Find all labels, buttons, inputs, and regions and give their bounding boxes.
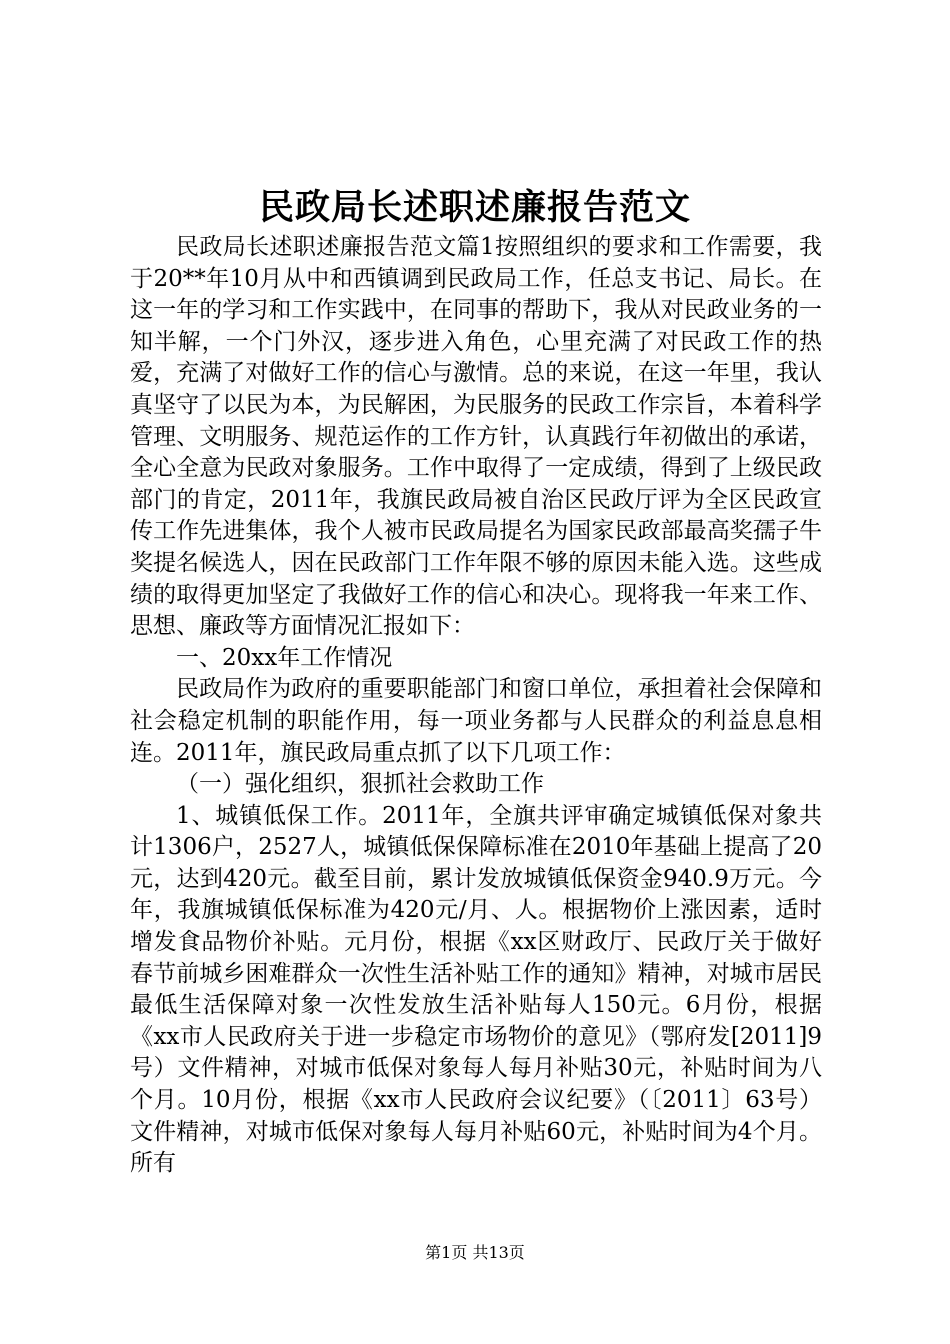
document-body (130, 232, 822, 1180)
page-footer: 第1页 共13页 (425, 1243, 525, 1262)
paragraph-overview: 民政局作为政府的重要职能部门和窗口单位，承担着社会保障和社会稳定机制的职能作用，每一项业务都与人民群众的利益息息相连。2011年，旗民政局重点抓了以下几项工作： (130, 676, 822, 766)
paragraph-urban-subsistence: 1、城镇低保工作。2011年，全旗共评审确定城镇低保对象共计1306户，2527人，城镇低保保障标准在2010年基础上提高了20元，达到420元。截至目前，累计发放城镇低保资金940.9万元。今年，我旗城镇低保标准为420元/月、人。根据物价上涨因素，适时增发食品物价补贴。元月份，根据《xx区财政厅、民政厅关于做好春节前城乡困难群众一次性生活补贴工作的通知》精神，对城市居民最低生活保障对象一次性发放生活补贴每人150元。6月份，根据《xx市人民政府关于进一步稳定市场物价的意见》（鄂府发[2011]9号）文件精神，对城市低保对象每人每月补贴30元，补贴时间为八个月。10月份，根据《xx市人民政府会议纪要》（〔2011〕63号）文件精神，对城市低保对象每人每月补贴60元，补贴时间为4个月。所有 (130, 802, 822, 1177)
paragraph-intro: 民政局长述职述廉报告范文篇1按照组织的要求和工作需要，我于20**年10月从中和西镇调到民政局工作，任总支书记、局长。在这一年的学习和工作实践中，在同事的帮助下，我从对民政业务的一知半解，一个门外汉，逐步进入角色，心里充满了对民政工作的热爱，充满了对做好工作的信心与激情。总的来说，在这一年里，我认真坚守了以民为本，为民解困，为民服务的民政工作宗旨，本着科学管理、文明服务、规范运作的工作方针，认真践行年初做出的承诺，全心全意为民政对象服务。工作中取得了一定成绩，得到了上级民政部门的肯定，2011年，我旗民政局被自治区民政厅评为全区民政宣传工作先进集体，我个人被市民政局提名为国家民政部最高奖孺子牛奖提名候选人，因在民政部门工作年限不够的原因未能入选。这些成绩的取得更加坚定了我做好工作的信心和决心。现将我一年来工作、思想、廉政等方面情况汇报如下： (130, 234, 822, 640)
document-title: 民政局长述职述廉报告范文 (258, 187, 691, 228)
section-heading: 一、20xx年工作情况 (176, 644, 393, 671)
subsection-heading: （一）强化组织，狠抓社会救助工作 (176, 771, 544, 798)
